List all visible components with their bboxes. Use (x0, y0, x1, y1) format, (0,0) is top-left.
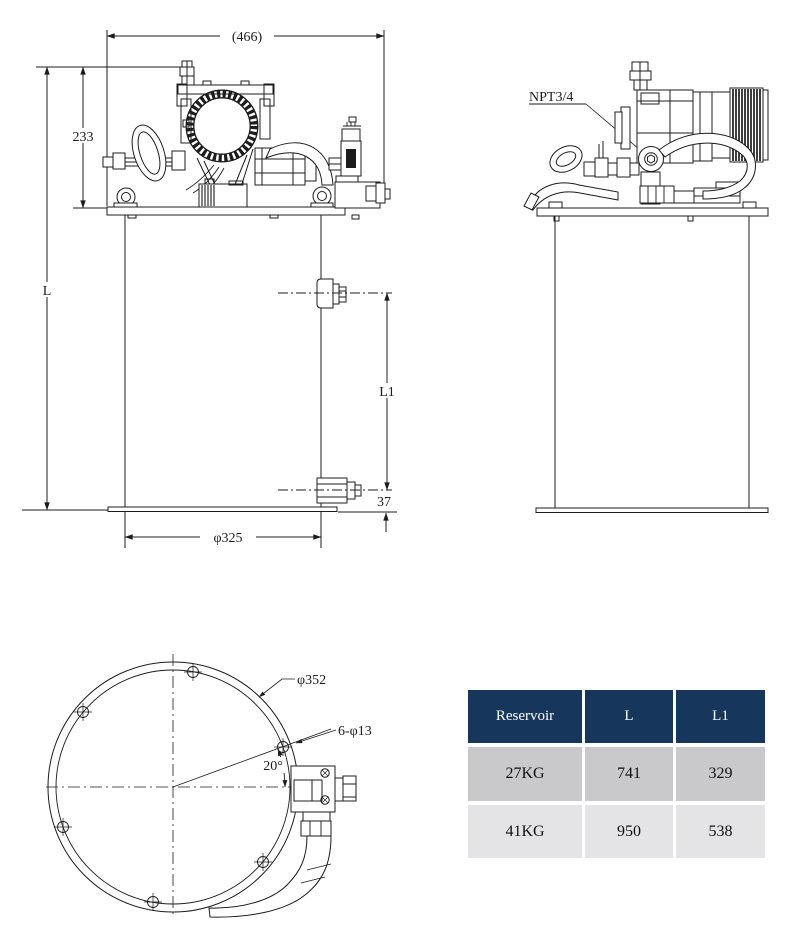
dim-pump-height-label: 233 (72, 130, 94, 145)
table-cell-l-27kg: 741 (585, 747, 673, 801)
dimension-flange-diameter (259, 673, 326, 697)
front-view (22, 28, 401, 548)
dim-drain-offset-label: 37 (377, 495, 391, 510)
dimension-bolt-angle (260, 749, 286, 787)
bottom-view (46, 654, 372, 917)
dimension-port-spacing (373, 293, 401, 490)
hose-loop-front (126, 121, 172, 185)
table-cell-reservoir-27kg: 27KG (468, 747, 582, 801)
table-cell-l-41kg: 950 (585, 805, 673, 858)
dim-total-height-label: L (42, 284, 52, 299)
table-cell-reservoir-41kg: 41KG (468, 805, 582, 858)
drain-hose (209, 836, 331, 917)
dim-bolt-angle-label: 20° (263, 759, 283, 774)
table-header-reservoir: Reservoir (468, 690, 582, 743)
dim-bolt-holes-label: 6-φ13 (338, 724, 372, 739)
dimension-tank-diameter (125, 512, 321, 548)
reservoir-tank-side (536, 216, 768, 513)
table-cell-l1-41kg: 538 (676, 805, 765, 858)
pump-assembly-side (524, 62, 768, 221)
table-header-l1: L1 (676, 690, 765, 743)
port-size-label: NPT3/4 (529, 90, 574, 105)
dimension-pump-height (66, 67, 110, 208)
side-view (524, 62, 768, 513)
outlet-block (209, 766, 356, 917)
pump-assembly-front (103, 61, 390, 219)
table-header-l: L (585, 690, 673, 743)
dim-flange-diameter-label: φ352 (297, 673, 327, 688)
dimension-bolt-holes (296, 724, 372, 743)
dim-width-label: (466) (231, 30, 263, 45)
reservoir-tank-front (108, 215, 361, 512)
table-cell-l1-27kg: 329 (676, 747, 765, 801)
dim-port-spacing-label: L1 (379, 385, 395, 400)
dim-tank-diameter-label: φ325 (213, 531, 243, 546)
clamp-ring (186, 90, 258, 162)
reservoir-spec-table (468, 690, 765, 858)
